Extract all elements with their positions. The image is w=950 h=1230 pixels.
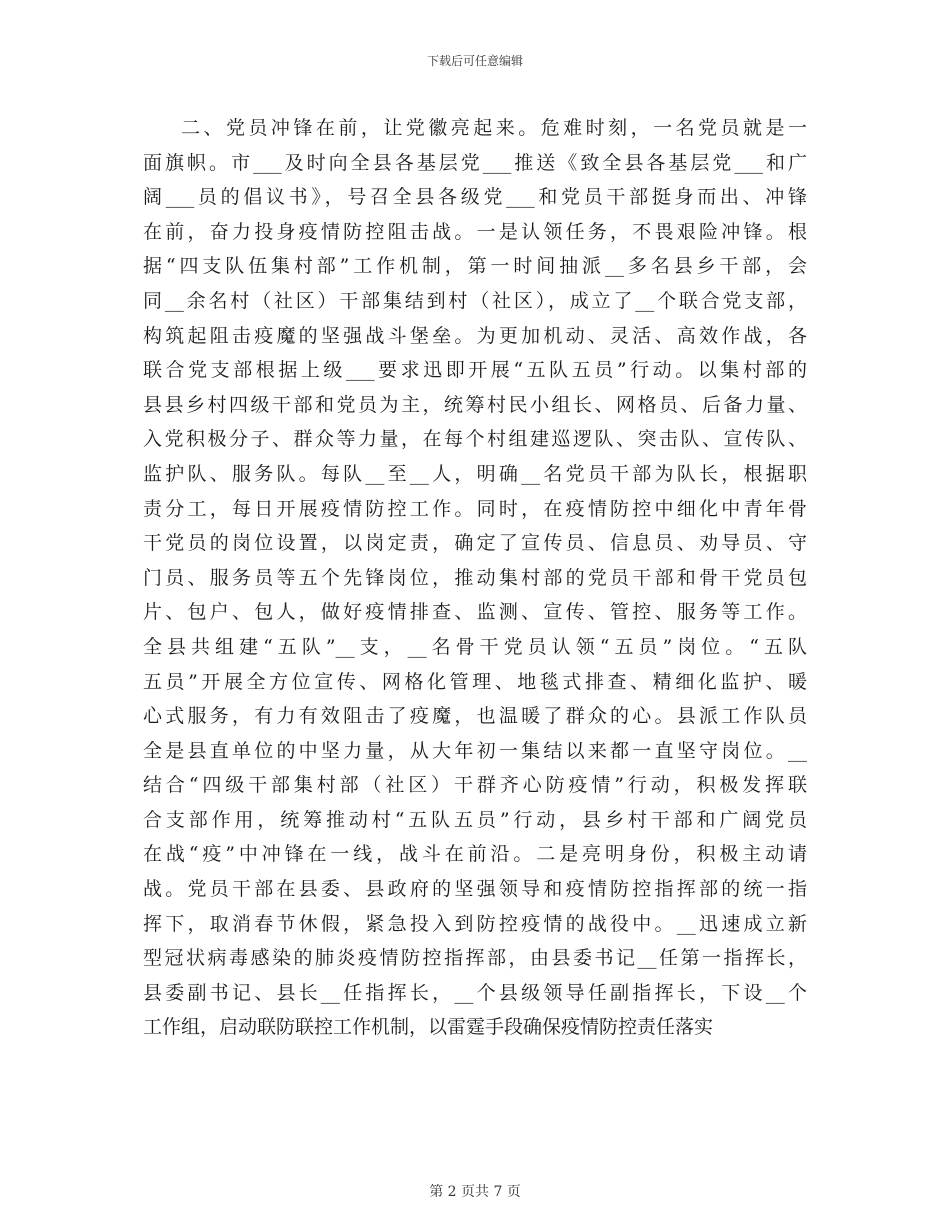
text-line: 合支部作用，统筹推动村“五队五员”行动，县乡村干部和广阔党员 xyxy=(143,808,807,831)
text-line: 干党员的岗位设置，以岗定责，确定了宣传员、信息员、劝导员、守 xyxy=(143,532,807,555)
text-line: 县委副书记、县长__任指挥长，__个县级领导任副指挥长，下设__个 xyxy=(143,981,807,1004)
document-body xyxy=(143,111,807,1045)
text-line: 二、党员冲锋在前，让党徽亮起来。危难时刻，一名党员就是一 xyxy=(181,117,807,139)
text-line: 县县乡村四级干部和党员为主，统筹村民小组长、网格员、后备力量、 xyxy=(143,393,807,416)
text-line: 工作组，启动联防联控工作机制，以雷霆手段确保疫情防控责任落实 xyxy=(143,1016,714,1039)
page-footer: 第 2 页共 7 页 xyxy=(429,1184,521,1200)
text-line: 在前，奋力投身疫情防控阻击战。一是认领任务，不畏艰险冲锋。根 xyxy=(143,220,807,243)
text-line: 面旗帜。市___及时向全县各基层党___推送《致全县各基层党___和广 xyxy=(143,151,807,174)
text-line: 构筑起阻击疫魔的坚强战斗堡垒。为更加机动、灵活、高效作战，各 xyxy=(143,324,807,347)
text-line: 挥下，取消春节休假，紧急投入到防控疫情的战役中。__迅速成立新 xyxy=(143,912,807,935)
text-line: 五员”开展全方位宣传、网格化管理、地毯式排查、精细化监护、暖 xyxy=(143,670,807,693)
text-line: 全是县直单位的中坚力量，从大年初一集结以来都一直坚守岗位。__ xyxy=(143,739,807,762)
page-header: 下载后可任意编辑 xyxy=(426,54,523,68)
text-line: 在战“疫”中冲锋在一线，战斗在前沿。二是亮明身份，积极主动请 xyxy=(143,843,807,866)
text-line: 结合“四级干部集村部（社区）干群齐心防疫情”行动，积极发挥联 xyxy=(143,774,807,797)
text-line: 心式服务，有力有效阻击了疫魔，也温暖了群众的心。县派工作队员 xyxy=(143,705,807,728)
text-line: 型冠状病毒感染的肺炎疫情防控指挥部，由县委书记__任第一指挥长， xyxy=(143,947,807,970)
text-line: 片、包户、包人，做好疫情排查、监测、宣传、管控、服务等工作。 xyxy=(143,601,807,624)
text-line: 据“四支队伍集村部”工作机制，第一时间抽派__多名县乡干部，会 xyxy=(143,255,807,278)
text-line: 阔___员的倡议书》，号召全县各级党___和党员干部挺身而出、冲锋 xyxy=(143,186,807,209)
text-line: 入党积极分子、群众等力量，在每个村组建巡逻队、突击队、宣传队、 xyxy=(143,428,807,451)
text-line: 联合党支部根据上级___要求迅即开展“五队五员”行动。以集村部的 xyxy=(143,359,807,382)
text-line: 战。党员干部在县委、县政府的坚强领导和疫情防控指挥部的统一指 xyxy=(143,878,807,901)
text-line: 全县共组建“五队”__支，__名骨干党员认领“五员”岗位。“五队 xyxy=(143,635,807,658)
text-line: 门员、服务员等五个先锋岗位，推动集村部的党员干部和骨干党员包 xyxy=(143,566,807,589)
text-line: 责分工，每日开展疫情防控工作。同时，在疫情防控中细化中青年骨 xyxy=(143,497,807,520)
text-line: 监护队、服务队。每队__至__人，明确__名党员干部为队长，根据职 xyxy=(143,462,807,485)
text-line: 同__余名村（社区）干部集结到村（社区），成立了__个联合党支部， xyxy=(143,289,807,312)
